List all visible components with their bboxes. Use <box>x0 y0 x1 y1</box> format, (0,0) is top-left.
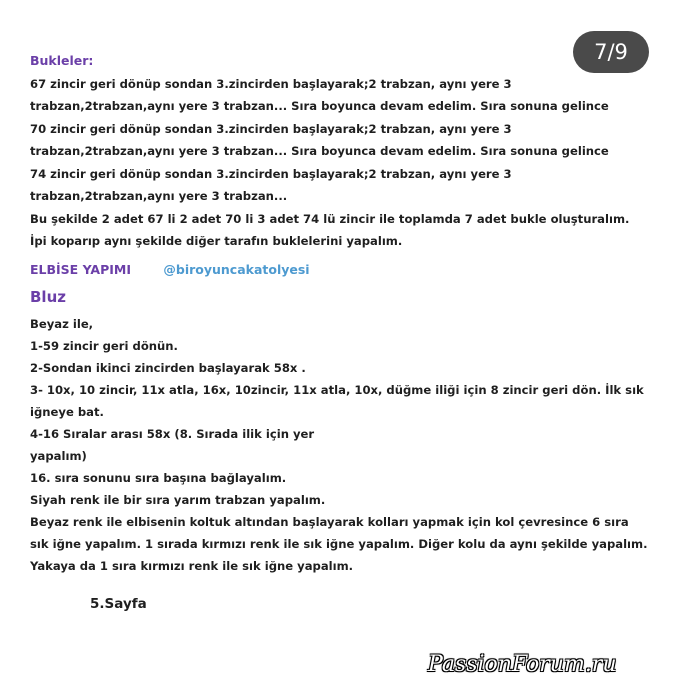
author-handle: @biroyuncakatolyesi <box>163 262 310 277</box>
site-watermark: PassionForum.ru <box>428 652 617 677</box>
page-counter-badge: 7/9 <box>573 31 649 73</box>
bluz-line: sık iğne yapalım. 1 sırada kırmızı renk ile sık iğne yapalım. Diğer kolu da aynı şekilde yapalım. <box>30 537 648 551</box>
bluz-instructions <box>30 313 658 577</box>
bluz-title: Bluz <box>30 288 66 306</box>
bukleler-section <box>30 50 658 253</box>
bluz-line: Beyaz renk ile elbisenin koltuk altından başlayarak kolları yapmak için kol çevresince 6 sıra <box>30 515 629 529</box>
bukleler-line: Bu şekilde 2 adet 67 li 2 adet 70 li 3 adet 74 lü zincir ile toplamda 7 adet bukle oluşturalım. <box>30 211 630 226</box>
bluz-line: 2-Sondan ikinci zincirden başlayarak 58x . <box>30 361 306 375</box>
section-title: ELBİSE YAPIMI <box>30 262 132 277</box>
bukleler-title: Bukleler: <box>30 53 94 68</box>
bukleler-line: 67 zincir geri dönüp sondan 3.zincirden başlayarak;2 trabzan, aynı yere 3 <box>30 76 512 91</box>
bluz-line: Siyah renk ile bir sıra yarım trabzan yapalım. <box>30 493 326 507</box>
bluz-line: 4-16 Sıralar arası 58x (8. Sırada ilik için yer <box>30 427 315 441</box>
bukleler-line: trabzan,2trabzan,aynı yere 3 trabzan... <box>30 189 288 203</box>
bluz-line: 16. sıra sonunu sıra başına bağlayalım. <box>30 471 287 485</box>
bukleler-line: trabzan,2trabzan,aynı yere 3 trabzan... Sıra boyunca devam edelim. Sıra sonuna gelince <box>30 144 609 158</box>
bluz-line: yapalım) <box>30 449 87 463</box>
bukleler-line: 74 zincir geri dönüp sondan 3.zincirden başlayarak;2 trabzan, aynı yere 3 <box>30 166 512 181</box>
bluz-line: 3- 10x, 10 zincir, 11x atla, 16x, 10zincir, 11x atla, 10x, düğme iliği için 8 zincir geri dön. İlk sık <box>30 383 644 397</box>
bukleler-line: 70 zincir geri dönüp sondan 3.zincirden başlayarak;2 trabzan, aynı yere 3 <box>30 121 512 136</box>
bukleler-line: İpi koparıp aynı şekilde diğer tarafın buklelerini yapalım. <box>30 234 403 248</box>
bluz-line: iğneye bat. <box>30 405 104 419</box>
elbise-heading <box>30 262 310 277</box>
page-number-label: 5.Sayfa <box>90 596 147 612</box>
bluz-line: 1-59 zincir geri dönün. <box>30 339 178 353</box>
bluz-line: Yakaya da 1 sıra kırmızı renk ile sık iğne yapalım. <box>30 559 354 573</box>
bukleler-line: trabzan,2trabzan,aynı yere 3 trabzan... Sıra boyunca devam edelim. Sıra sonuna gelince <box>30 99 609 113</box>
bluz-line: Beyaz ile, <box>30 317 94 331</box>
